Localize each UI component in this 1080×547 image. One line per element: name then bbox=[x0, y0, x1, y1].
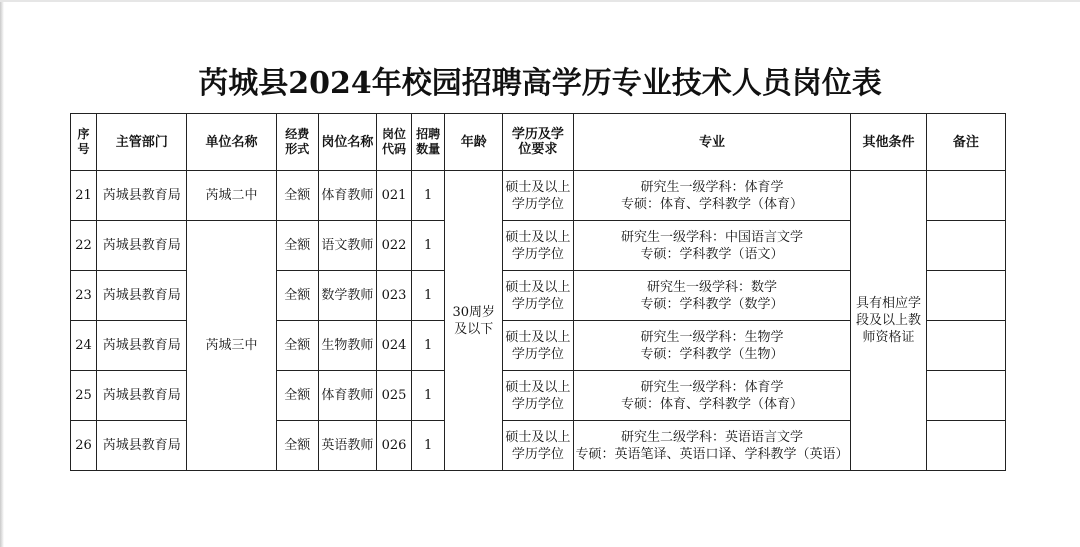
cell-dept: 芮城县教育局 bbox=[97, 371, 187, 421]
cell-seq: 23 bbox=[71, 271, 97, 321]
cell-edu: 硕士及以上 学历学位 bbox=[503, 321, 573, 371]
cell-post: 英语教师 bbox=[318, 421, 376, 471]
cell-post: 数学教师 bbox=[318, 271, 376, 321]
cell-count: 1 bbox=[412, 421, 445, 471]
cell-post: 生物教师 bbox=[318, 321, 376, 371]
cell-fund: 全额 bbox=[276, 171, 318, 221]
table-row bbox=[71, 171, 1006, 221]
cell-note bbox=[926, 421, 1005, 471]
cell-age: 30周岁及以下 bbox=[445, 171, 503, 471]
cell-code: 026 bbox=[376, 421, 411, 471]
header-age: 年龄 bbox=[445, 114, 503, 171]
header-code: 岗位代码 bbox=[376, 114, 411, 171]
cell-major: 研究生二级学科：英语语言文学 专硕：英语笔译、英语口译、学科教学（英语） bbox=[573, 421, 851, 471]
cell-edu: 硕士及以上 学历学位 bbox=[503, 271, 573, 321]
header-note: 备注 bbox=[926, 114, 1005, 171]
cell-code: 025 bbox=[376, 371, 411, 421]
cell-dept: 芮城县教育局 bbox=[97, 271, 187, 321]
cell-count: 1 bbox=[412, 271, 445, 321]
cell-seq: 24 bbox=[71, 321, 97, 371]
cell-major: 研究生一级学科：体育学 专硕：体育、学科教学（体育） bbox=[573, 171, 851, 221]
cell-note bbox=[926, 271, 1005, 321]
cell-post: 语文教师 bbox=[318, 221, 376, 271]
cell-code: 024 bbox=[376, 321, 411, 371]
cell-dept: 芮城县教育局 bbox=[97, 221, 187, 271]
cell-note bbox=[926, 221, 1005, 271]
cell-other: 具有相应学段及以上教师资格证 bbox=[851, 171, 926, 471]
cell-code: 022 bbox=[376, 221, 411, 271]
cell-unit: 芮城二中 bbox=[187, 171, 276, 221]
header-edu: 学历及学位要求 bbox=[503, 114, 573, 171]
cell-seq: 21 bbox=[71, 171, 97, 221]
header-count: 招聘数量 bbox=[412, 114, 445, 171]
page-shadow-top bbox=[0, 0, 1080, 2]
cell-major: 研究生一级学科：中国语言文学 专硕：学科教学（语文） bbox=[573, 221, 851, 271]
cell-dept: 芮城县教育局 bbox=[97, 171, 187, 221]
header-dept: 主管部门 bbox=[97, 114, 187, 171]
cell-major: 研究生一级学科：数学 专硕：学科教学（数学） bbox=[573, 271, 851, 321]
header-row bbox=[71, 114, 1006, 171]
cell-note bbox=[926, 171, 1005, 221]
cell-edu: 硕士及以上 学历学位 bbox=[503, 371, 573, 421]
header-seq: 序号 bbox=[71, 114, 97, 171]
cell-fund: 全额 bbox=[276, 271, 318, 321]
cell-dept: 芮城县教育局 bbox=[97, 421, 187, 471]
cell-edu: 硕士及以上 学历学位 bbox=[503, 221, 573, 271]
document-title: 芮城县2024年校园招聘高学历专业技术人员岗位表 bbox=[198, 66, 882, 101]
cell-fund: 全额 bbox=[276, 371, 318, 421]
cell-major: 研究生一级学科：体育学 专硕：体育、学科教学（体育） bbox=[573, 371, 851, 421]
cell-edu: 硕士及以上 学历学位 bbox=[503, 171, 573, 221]
cell-note bbox=[926, 371, 1005, 421]
cell-major: 研究生一级学科：生物学 专硕：学科教学（生物） bbox=[573, 321, 851, 371]
cell-count: 1 bbox=[412, 221, 445, 271]
cell-seq: 25 bbox=[71, 371, 97, 421]
cell-seq: 22 bbox=[71, 221, 97, 271]
header-other: 其他条件 bbox=[851, 114, 926, 171]
header-post: 岗位名称 bbox=[318, 114, 376, 171]
cell-fund: 全额 bbox=[276, 321, 318, 371]
cell-code: 021 bbox=[376, 171, 411, 221]
cell-edu: 硕士及以上 学历学位 bbox=[503, 421, 573, 471]
header-unit: 单位名称 bbox=[187, 114, 276, 171]
positions-table bbox=[70, 113, 1006, 471]
cell-fund: 全额 bbox=[276, 421, 318, 471]
cell-count: 1 bbox=[412, 371, 445, 421]
cell-count: 1 bbox=[412, 171, 445, 221]
cell-code: 023 bbox=[376, 271, 411, 321]
cell-post: 体育教师 bbox=[318, 171, 376, 221]
header-major: 专业 bbox=[573, 114, 851, 171]
cell-note bbox=[926, 321, 1005, 371]
cell-unit: 芮城三中 bbox=[187, 221, 276, 471]
header-fund: 经费形式 bbox=[276, 114, 318, 171]
cell-count: 1 bbox=[412, 321, 445, 371]
cell-fund: 全额 bbox=[276, 221, 318, 271]
cell-post: 体育教师 bbox=[318, 371, 376, 421]
cell-dept: 芮城县教育局 bbox=[97, 321, 187, 371]
cell-seq: 26 bbox=[71, 421, 97, 471]
